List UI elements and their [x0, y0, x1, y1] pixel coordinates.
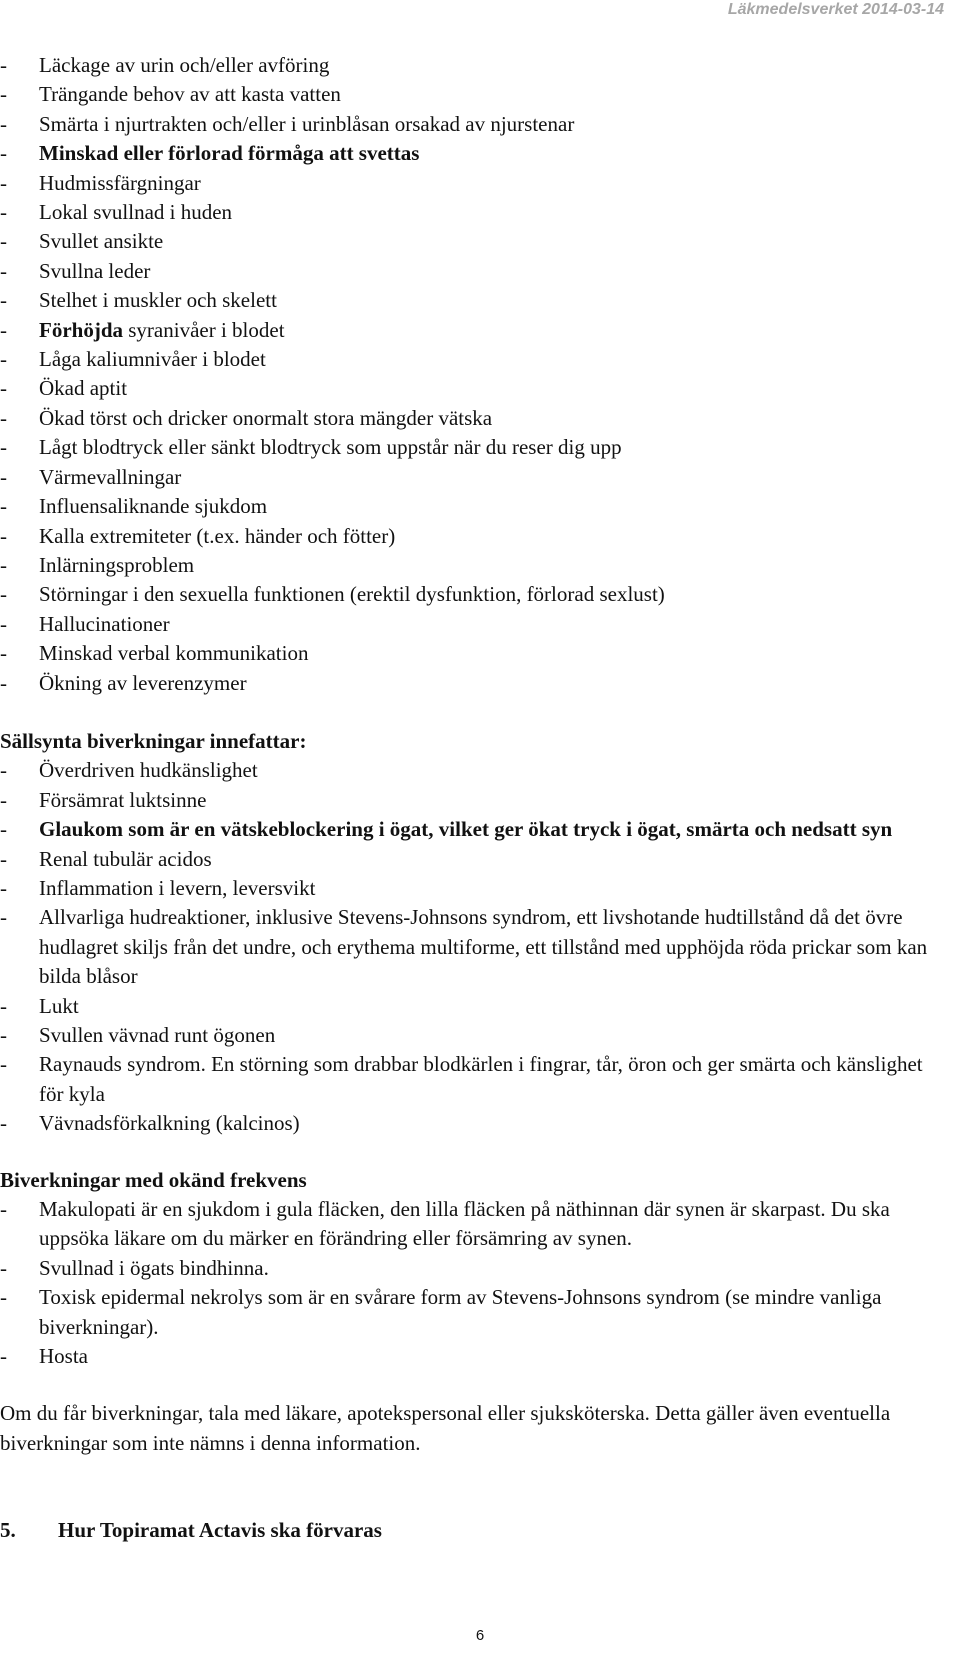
- list-dash: -: [0, 258, 7, 283]
- list-item-regular-text: Värmevallningar: [39, 464, 182, 489]
- list-item-regular-text: Hosta: [39, 1344, 88, 1369]
- list-item: [0, 463, 960, 492]
- spacer: [0, 1371, 960, 1399]
- list-item: [0, 316, 960, 345]
- list-item-text: [39, 1021, 960, 1050]
- list-item: [0, 610, 960, 639]
- list-item: [0, 1195, 960, 1254]
- list-dash: -: [0, 817, 7, 842]
- list-item: [0, 227, 960, 256]
- list-dash: -: [0, 582, 7, 607]
- list-item-text: [39, 51, 960, 80]
- list-dash: -: [0, 1344, 7, 1369]
- list-item-text: [39, 522, 960, 551]
- list-item-regular-text: Försämrat luktsinne: [39, 787, 207, 812]
- list-item-regular-text: Svullna leder: [39, 258, 151, 283]
- list-dash: -: [0, 376, 7, 401]
- list-item-regular-text: Inflammation i levern, leversvikt: [39, 875, 316, 900]
- list-item-text: [39, 1050, 960, 1109]
- list-item-regular-text: Allvarliga hudreaktioner, inklusive Stevens-Johnsons syndrom, ett livshotande hudtillstånd då det övre hudlagret skiljs från det undre, och erythema multiforme, ett tillstånd med upphöjda röda prickar som kan bilda blåsor: [39, 905, 928, 989]
- list-dash: -: [0, 787, 7, 812]
- list-item-text: [39, 1342, 960, 1371]
- list-item-text: [39, 610, 960, 639]
- list-item: [0, 286, 960, 315]
- list-item: [0, 815, 960, 844]
- list-dash: -: [0, 611, 7, 636]
- list-item: [0, 110, 960, 139]
- list-dash: -: [0, 494, 7, 519]
- list-item: [0, 1050, 960, 1109]
- list-item-text: [39, 374, 960, 403]
- section-heading: [0, 1516, 960, 1545]
- section-number: 5.: [0, 1518, 16, 1543]
- side-effects-list: [0, 51, 960, 698]
- spacer: [0, 1139, 960, 1166]
- list-dash: -: [0, 1111, 7, 1136]
- list-item-regular-text: Ökad aptit: [39, 376, 128, 401]
- list-item-regular-text: Ökning av leverenzymer: [39, 670, 247, 695]
- list-item: [0, 139, 960, 168]
- list-item: [0, 756, 960, 785]
- list-item-text: [39, 1254, 960, 1283]
- list-item-bold-text: Förhöjda: [39, 317, 123, 342]
- list-dash: -: [0, 1052, 7, 1077]
- list-item-regular-text: Influensaliknande sjukdom: [39, 494, 268, 519]
- list-dash: -: [0, 552, 7, 577]
- list-item-regular-text: Raynauds syndrom. En störning som drabbar blodkärlen i fingrar, tår, öron och ger smärta och känslighet för kyla: [39, 1052, 923, 1106]
- unknown-frequency-list: [0, 1195, 960, 1371]
- list-item-regular-text: Störningar i den sexuella funktionen (erektil dysfunktion, förlorad sexlust): [39, 582, 665, 607]
- list-item-regular-text: syranivåer i blodet: [123, 317, 285, 342]
- list-item-text: [39, 227, 960, 256]
- list-dash: -: [0, 229, 7, 254]
- list-item-regular-text: Hallucinationer: [39, 611, 170, 636]
- list-item: [0, 198, 960, 227]
- list-dash: -: [0, 317, 7, 342]
- spacer: [0, 1458, 960, 1516]
- list-dash: -: [0, 111, 7, 136]
- list-item-text: [39, 756, 960, 785]
- list-item-regular-text: Svullen vävnad runt ögonen: [39, 1023, 276, 1047]
- list-item-text: [39, 551, 960, 580]
- list-item-regular-text: Ökad törst och dricker onormalt stora mängder vätska: [39, 405, 493, 430]
- list-item-regular-text: Svullnad i ögats bindhinna.: [39, 1255, 269, 1280]
- list-item-text: [39, 286, 960, 315]
- list-item: [0, 786, 960, 815]
- list-dash: -: [0, 464, 7, 489]
- list-item-regular-text: Inlärningsproblem: [39, 552, 195, 577]
- unknown-frequency-heading: Biverkningar med okänd frekvens: [0, 1167, 307, 1192]
- list-item-regular-text: Kalla extremiteter (t.ex. händer och fötter): [39, 523, 396, 548]
- list-item-bold-text: Minskad eller förlorad förmåga att svettas: [39, 141, 420, 166]
- list-item-text: [39, 404, 960, 433]
- list-dash: -: [0, 875, 7, 900]
- list-item: [0, 257, 960, 286]
- list-item-text: [39, 786, 960, 815]
- list-item: [0, 1109, 960, 1138]
- list-item-text: [39, 903, 960, 991]
- list-dash: -: [0, 993, 7, 1018]
- list-item-regular-text: Låga kaliumnivåer i blodet: [39, 347, 266, 372]
- list-item: [0, 374, 960, 403]
- list-item-text: [39, 257, 960, 286]
- list-item-regular-text: Stelhet i muskler och skelett: [39, 288, 277, 313]
- list-item-text: [39, 1109, 960, 1138]
- list-item-text: [39, 110, 960, 139]
- list-dash: -: [0, 1197, 7, 1222]
- list-item-text: [39, 169, 960, 198]
- list-item-regular-text: Minskad verbal kommunikation: [39, 641, 309, 666]
- list-dash: -: [0, 200, 7, 225]
- list-item: [0, 903, 960, 991]
- list-item-text: [39, 1283, 960, 1342]
- list-dash: -: [0, 1255, 7, 1280]
- list-item-text: [39, 669, 960, 698]
- spacer: [0, 698, 960, 727]
- list-item-text: [39, 139, 960, 168]
- list-item-text: [39, 815, 960, 844]
- list-item: [0, 845, 960, 874]
- list-item-regular-text: Renal tubulär acidos: [39, 846, 212, 871]
- list-dash: -: [0, 670, 7, 695]
- list-dash: -: [0, 170, 7, 195]
- list-item-regular-text: Lågt blodtryck eller sänkt blodtryck som uppstår när du reser dig upp: [39, 435, 622, 460]
- list-dash: -: [0, 53, 7, 77]
- list-item-regular-text: Toxisk epidermal nekrolys som är en svårare form av Stevens-Johnsons syndrom (se mindre vanliga biverkningar).: [39, 1285, 882, 1339]
- list-item: [0, 522, 960, 551]
- list-item: [0, 169, 960, 198]
- list-item-bold-text: Glaukom som är en vätskeblockering i ögat, vilket ger ökat tryck i ögat, smärta och nedsatt syn: [39, 817, 893, 842]
- list-dash: -: [0, 846, 7, 871]
- rare-side-effects-heading: Sällsynta biverkningar innefattar:: [0, 728, 307, 753]
- list-dash: -: [0, 758, 7, 783]
- list-dash: -: [0, 82, 7, 107]
- list-item-text: [39, 1195, 960, 1254]
- list-item-regular-text: Trängande behov av att kasta vatten: [39, 82, 341, 107]
- list-item-text: [39, 639, 960, 668]
- list-item-regular-text: Överdriven hudkänslighet: [39, 758, 258, 783]
- list-item-regular-text: Smärta i njurtrakten och/eller i urinblåsan orsakad av njurstenar: [39, 111, 575, 136]
- list-item-text: [39, 345, 960, 374]
- list-item-regular-text: Lokal svullnad i huden: [39, 200, 233, 225]
- list-item: [0, 345, 960, 374]
- side-effects-advice: Om du får biverkningar, tala med läkare, apotekspersonal eller sjuksköterska. Detta gäller även eventuella biverkningar som inte nämns i denna information.: [0, 1401, 891, 1455]
- list-dash: -: [0, 641, 7, 666]
- list-item-text: [39, 316, 960, 345]
- list-dash: -: [0, 288, 7, 313]
- list-item-text: [39, 198, 960, 227]
- list-item: [0, 492, 960, 521]
- page-header: Läkmedelsverket 2014-03-14: [727, 1, 944, 18]
- list-dash: -: [0, 905, 7, 930]
- list-item: [0, 551, 960, 580]
- list-item-regular-text: Läckage av urin och/eller avföring: [39, 53, 330, 77]
- section-title: Hur Topiramat Actavis ska förvaras: [58, 1518, 382, 1543]
- list-item: [0, 51, 960, 80]
- list-item-regular-text: Makulopati är en sjukdom i gula fläcken, den lilla fläcken på näthinnan där synen är skarpast. Du ska uppsöka läkare om du märker en förändring eller försämring av synen.: [39, 1197, 890, 1251]
- list-item-regular-text: Svullet ansikte: [39, 229, 164, 254]
- list-item-text: [39, 80, 960, 109]
- list-item: [0, 404, 960, 433]
- page-number: 6: [475, 1627, 485, 1644]
- list-item: [0, 1021, 960, 1050]
- list-dash: -: [0, 1023, 7, 1047]
- list-item-text: [39, 580, 960, 609]
- list-item-regular-text: Lukt: [39, 993, 79, 1018]
- list-item-text: [39, 874, 960, 903]
- list-item: [0, 992, 960, 1021]
- list-item-text: [39, 463, 960, 492]
- list-item: [0, 1342, 960, 1371]
- list-item: [0, 639, 960, 668]
- list-dash: -: [0, 1285, 7, 1310]
- leaflet-content: [0, 51, 960, 1546]
- list-item-text: [39, 492, 960, 521]
- list-item-regular-text: Vävnadsförkalkning (kalcinos): [39, 1111, 300, 1136]
- list-item: [0, 80, 960, 109]
- list-dash: -: [0, 347, 7, 372]
- list-dash: -: [0, 435, 7, 460]
- list-dash: -: [0, 141, 7, 166]
- list-item-text: [39, 992, 960, 1021]
- list-item: [0, 669, 960, 698]
- list-item: [0, 1283, 960, 1342]
- list-item: [0, 874, 960, 903]
- list-dash: -: [0, 405, 7, 430]
- list-item-text: [39, 433, 960, 462]
- list-item-regular-text: Hudmissfärgningar: [39, 170, 201, 195]
- rare-side-effects-list: [0, 756, 960, 1138]
- list-item: [0, 580, 960, 609]
- list-item: [0, 433, 960, 462]
- list-item-text: [39, 845, 960, 874]
- list-item: [0, 1254, 960, 1283]
- list-dash: -: [0, 523, 7, 548]
